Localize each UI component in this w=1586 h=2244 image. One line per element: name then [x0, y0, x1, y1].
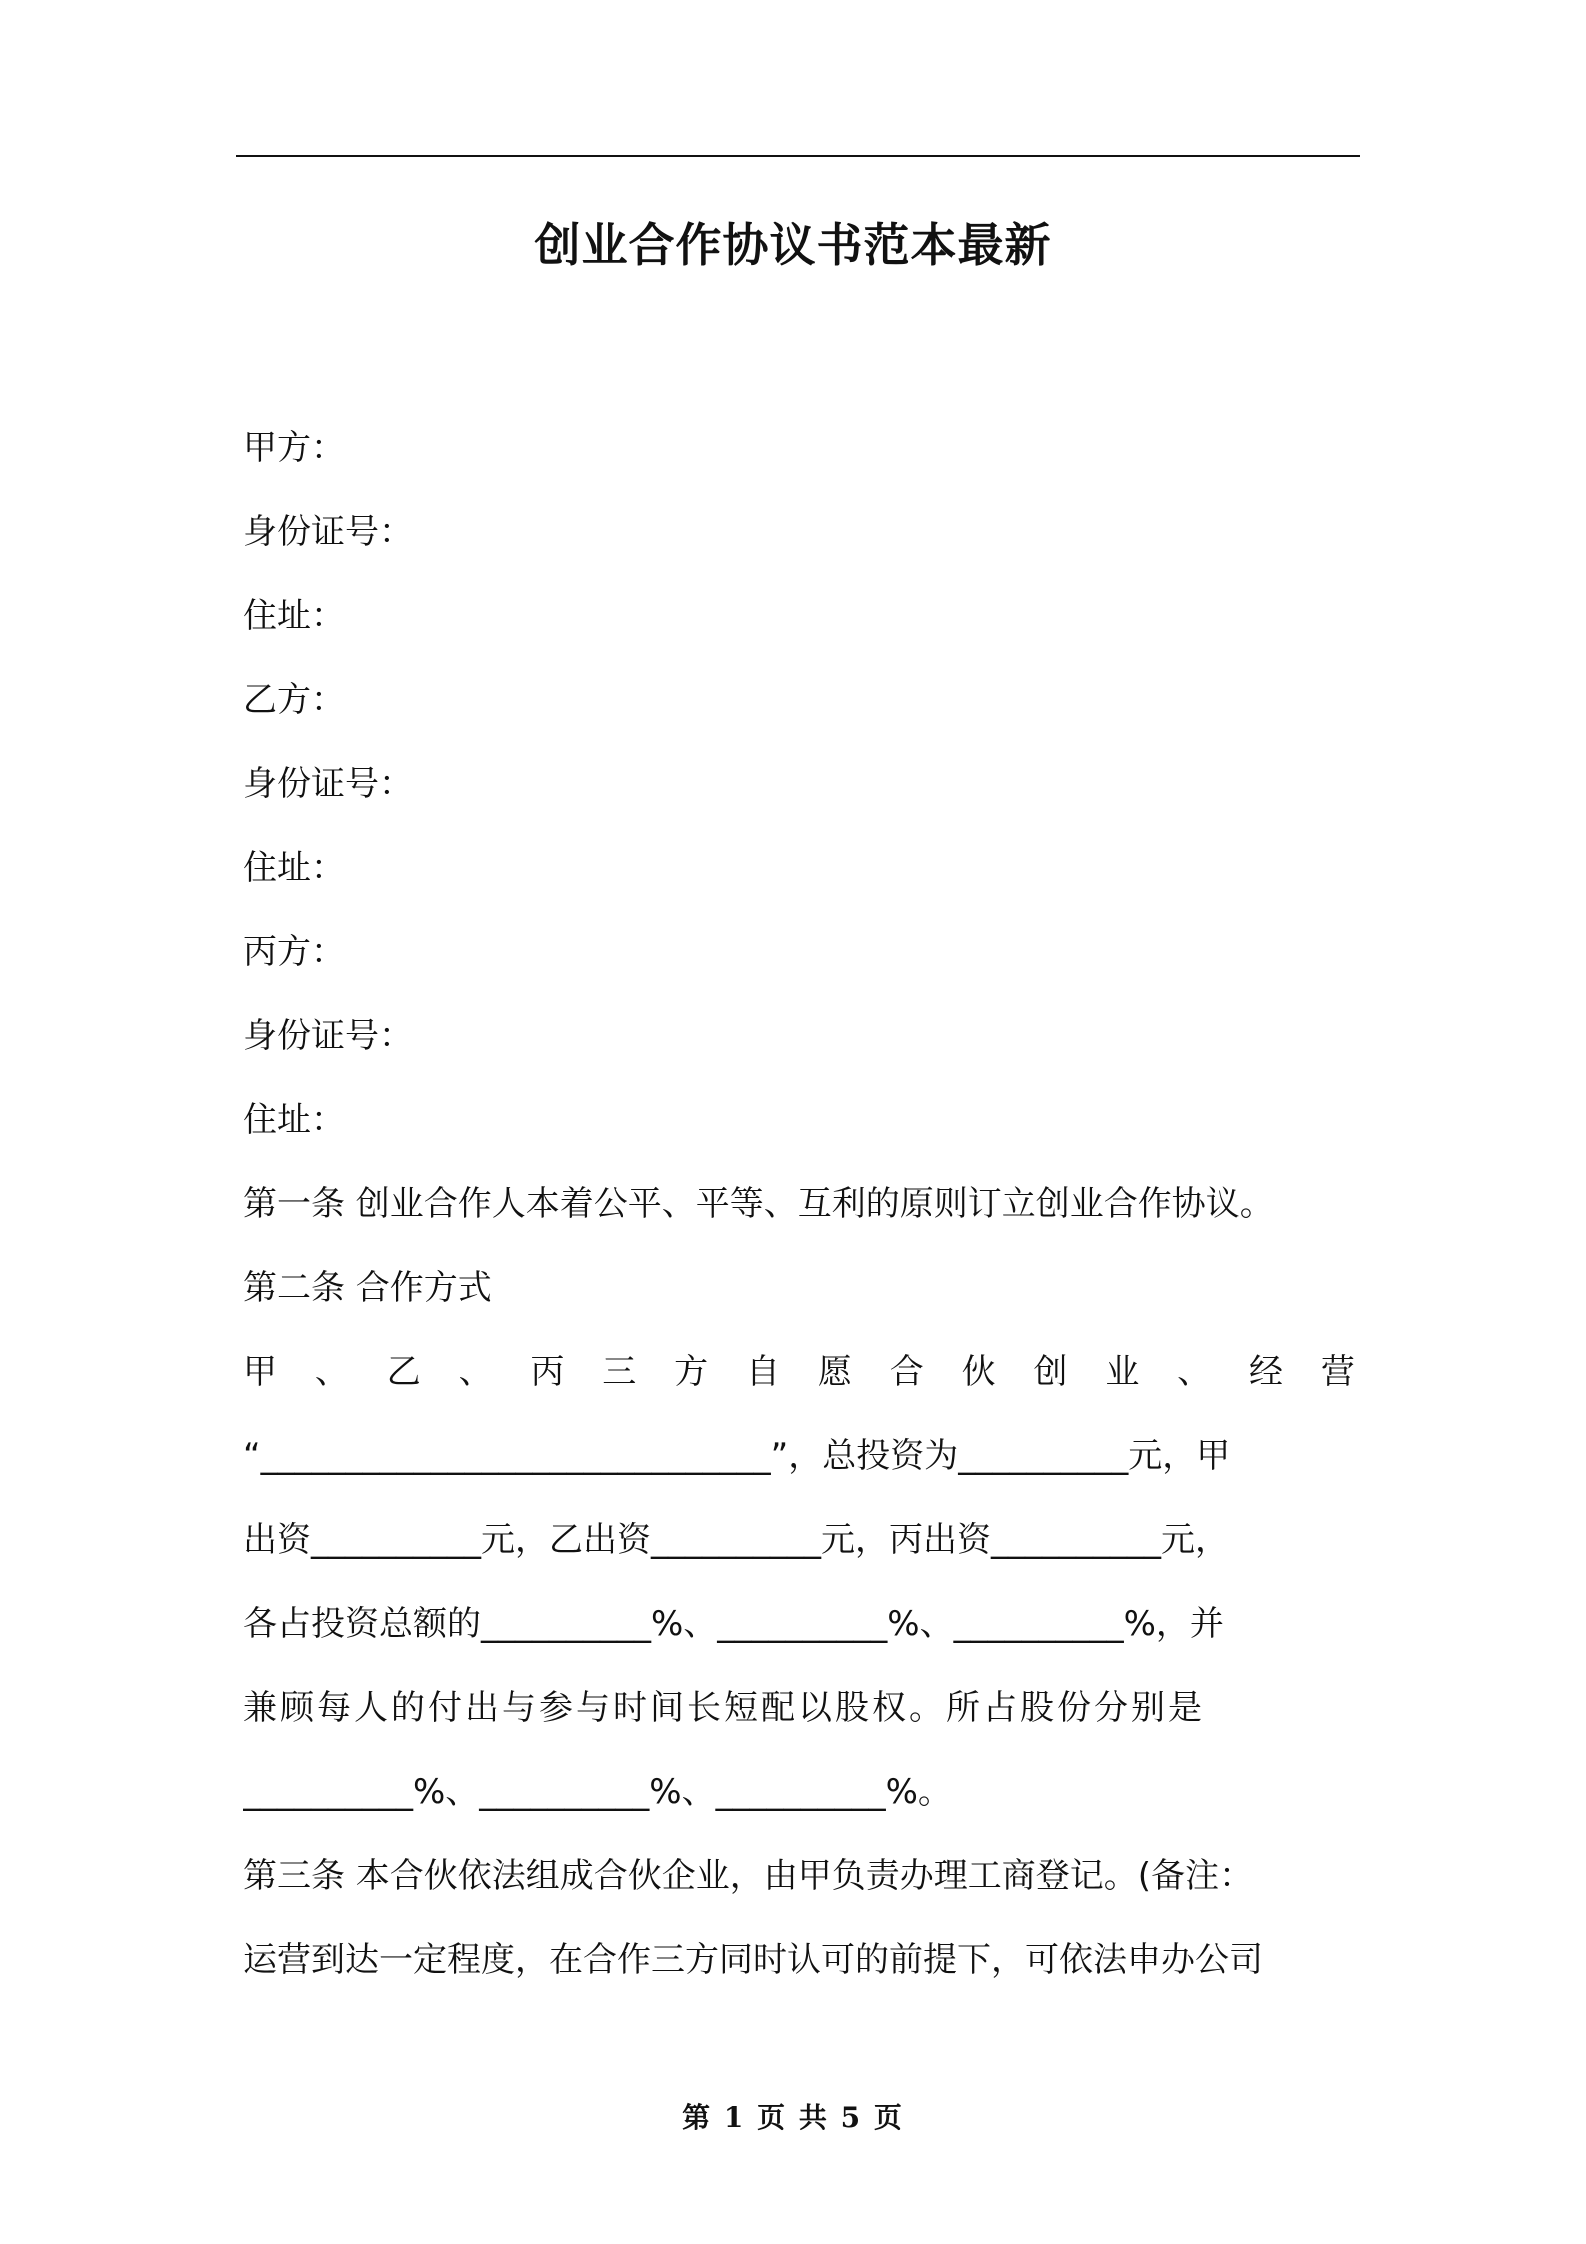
justified-char: 三 — [602, 1352, 637, 1392]
article-1: 第一条 创业合作人本着公平、平等、互利的原则订立创业合作协议。 — [243, 1184, 1274, 1224]
justified-char: 、 — [1177, 1352, 1212, 1392]
justified-char: 方 — [674, 1352, 709, 1392]
article-2-line-4: 兼顾每人的付出与参与时间长短配以股权。所占股份分别是 — [243, 1688, 1205, 1728]
field-party-c-address: 住址： — [243, 1100, 345, 1140]
justified-char: 营 — [1320, 1352, 1355, 1392]
document-title: 创业合作协议书范本最新 — [534, 218, 1052, 272]
justified-char: 、 — [458, 1352, 493, 1392]
article-3-line-2: 运营到达一定程度，在合作三方同时认可的前提下，可依法申办公司 — [243, 1940, 1263, 1980]
document-body — [243, 406, 1355, 2002]
justified-char: 愿 — [817, 1352, 852, 1392]
field-party-a: 甲方： — [243, 428, 345, 468]
field-party-b-id: 身份证号： — [243, 764, 413, 804]
article-2-line-5: __________%、__________%、__________%。 — [243, 1772, 952, 1812]
field-party-c: 丙方： — [243, 932, 345, 972]
page-number-footer: 第 1 页 共 5 页 — [682, 2101, 904, 2134]
justified-char: 经 — [1249, 1352, 1284, 1392]
justified-char: 甲 — [243, 1352, 277, 1392]
justified-char: 伙 — [961, 1352, 996, 1392]
field-party-c-id: 身份证号： — [243, 1016, 413, 1056]
justified-char: 创 — [1033, 1352, 1068, 1392]
article-3-line-1: 第三条 本合伙依法组成合伙企业，由甲负责办理工商登记。(备注： — [243, 1856, 1254, 1896]
field-party-a-id: 身份证号： — [243, 512, 413, 552]
justified-char: 合 — [889, 1352, 924, 1392]
article-2-justified-line — [243, 1330, 1355, 1414]
justified-char: 丙 — [530, 1352, 565, 1392]
justified-char: 业 — [1105, 1352, 1140, 1392]
header-rule — [236, 155, 1360, 157]
justified-char: 乙 — [386, 1352, 421, 1392]
field-party-b-address: 住址： — [243, 848, 345, 888]
field-party-b: 乙方： — [243, 680, 345, 720]
field-party-a-address: 住址： — [243, 596, 345, 636]
article-2-heading: 第二条 合作方式 — [243, 1268, 492, 1308]
article-2-line-2: 出资__________元，乙出资__________元，丙出资__________元， — [243, 1520, 1229, 1560]
article-2-line-3: 各占投资总额的__________%、__________%、__________%，并 — [243, 1604, 1224, 1644]
article-2-line-1: “______________________________”，总投资为__________元，甲 — [243, 1436, 1231, 1476]
justified-char: 、 — [314, 1352, 349, 1392]
justified-char: 自 — [746, 1352, 781, 1392]
